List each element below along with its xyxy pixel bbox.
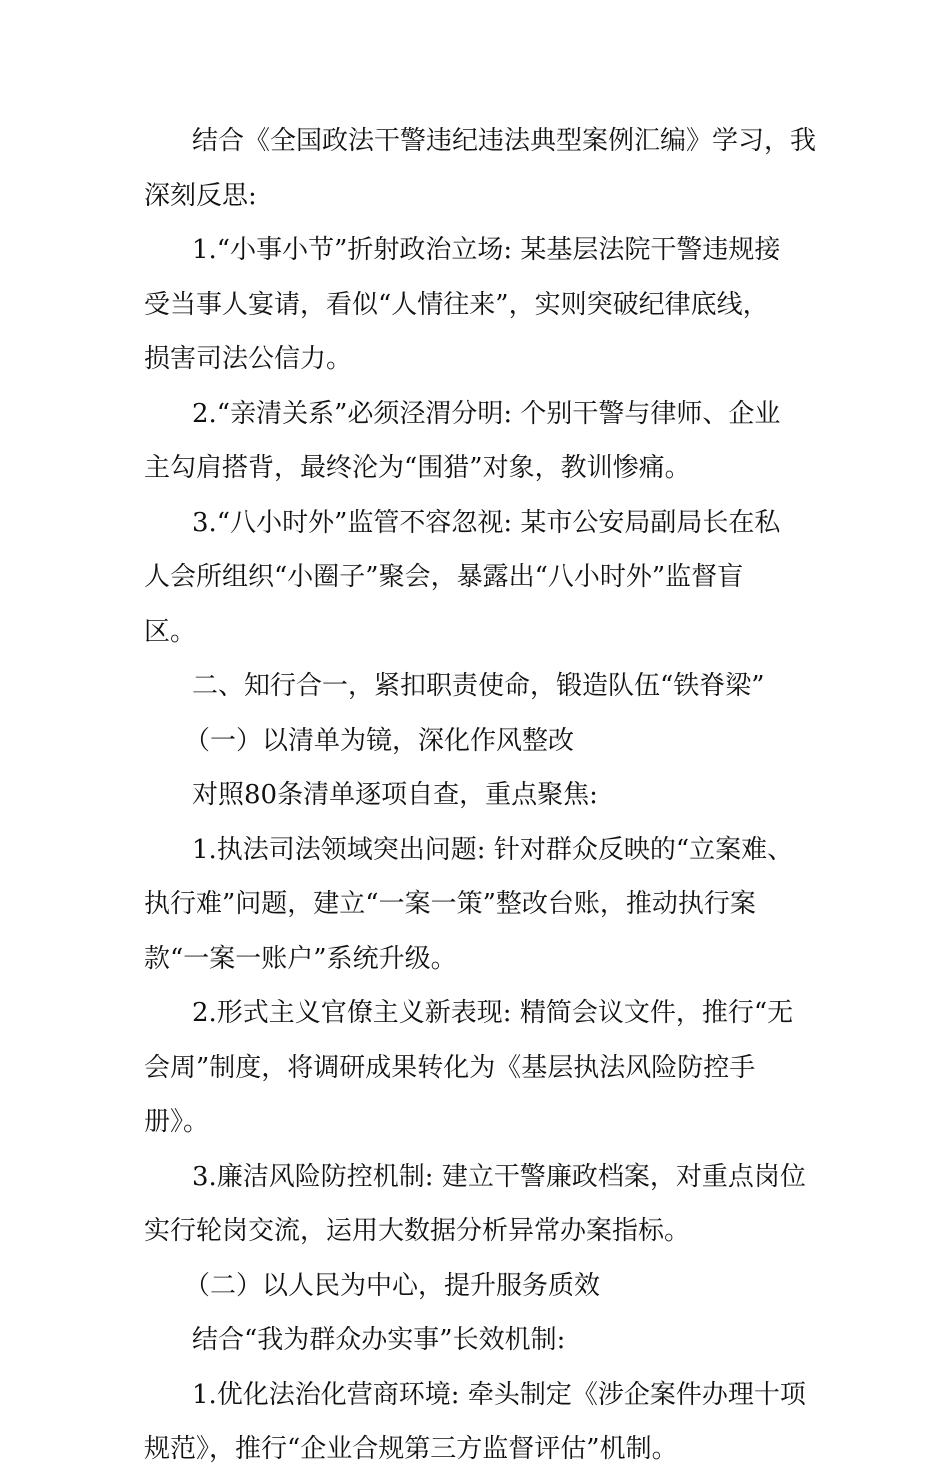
text-line: 结合“我为群众办实事”长效机制: xyxy=(192,1325,566,1355)
text-line: 1.“小事小节”折射政治立场: 某基层法院干警违规接 xyxy=(192,235,781,265)
text-line: 3.“八小时外”监管不容忽视: 某市公安局副局长在私 xyxy=(192,507,781,538)
text-line: 规范》，推行“企业合规第三方监督评估”机制。 xyxy=(144,1434,678,1464)
text-line: 会周”制度，将调研成果转化为《基层执法风险防控手 xyxy=(144,1052,756,1083)
text-line: 结合《全国政法干警违纪违法典型案例汇编》学习，我 xyxy=(192,126,817,156)
text-line: 1.优化法治化营商环境: 牵头制定《涉企案件办理十项 xyxy=(192,1379,806,1410)
text-line: 受当事人宴请，看似“人情往来”，实则突破纪律底线， xyxy=(144,289,769,320)
text-line: 实行轮岗交流，运用大数据分析异常办案指标。 xyxy=(144,1216,691,1246)
text-line: 册》。 xyxy=(144,1107,210,1137)
text-line: 款“一案一账户”系统升级。 xyxy=(144,943,457,974)
text-line: 损害司法公信力。 xyxy=(144,344,353,374)
text-line: 对照80条清单逐项自查，重点聚焦: xyxy=(192,780,598,810)
text-line: 区。 xyxy=(144,616,197,647)
text-line: （一）以清单为镜，深化作风整改 xyxy=(184,725,575,756)
text-line: 执行难”问题，建立“一案一策”整改台账，推动执行案 xyxy=(144,889,756,919)
text-line: 人会所组织“小圈子”聚会，暴露出“八小时外”监督盲 xyxy=(144,562,744,592)
text-line: 2.“亲清关系”必须泾渭分明: 个别干警与律师、企业 xyxy=(192,398,781,429)
document-body xyxy=(144,114,817,1477)
text-line: 1.执法司法领域突出问题: 针对群众反映的“立案难、 xyxy=(192,834,794,865)
text-line: （二）以人民为中心，提升服务质效 xyxy=(184,1270,601,1301)
text-line: 深刻反思: xyxy=(144,180,257,211)
text-line: 3.廉洁风险防控机制: 建立干警廉政档案，对重点岗位 xyxy=(192,1161,806,1192)
text-line: 二、知行合一，紧扣职责使命，锻造队伍“铁脊梁” xyxy=(192,671,765,701)
text-line: 主勾肩搭背，最终沦为“围猎”对象，教训惨痛。 xyxy=(144,453,691,483)
text-line: 2.形式主义官僚主义新表现: 精简会议文件，推行“无 xyxy=(192,998,794,1028)
